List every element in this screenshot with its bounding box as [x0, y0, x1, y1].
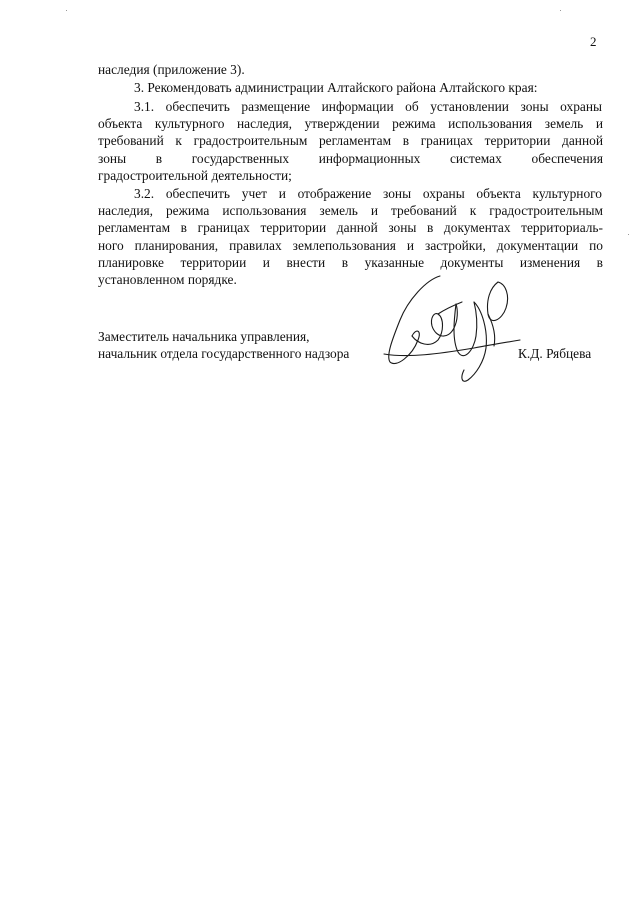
paragraph-line: наследия (приложение 3).: [98, 62, 245, 77]
paragraph-line: установленном порядке.: [98, 272, 237, 287]
handwritten-signature: [378, 270, 528, 390]
signatory-name: К.Д. Рябцева: [518, 346, 592, 361]
scan-speck: [628, 234, 629, 235]
paragraph-line: 3.1. обеспечить размещение информации об установлении зоны охраны: [134, 99, 602, 114]
paragraph-line: 3.2. обеспечить учет и отображение зоны охраны объекта культурного: [134, 186, 602, 201]
paragraph-line: градостроительной деятельности;: [98, 168, 292, 183]
scan-speck: [66, 10, 67, 11]
page-number: 2: [590, 34, 597, 49]
paragraph-line: планировке территории и внести в указанные документы изменения в: [98, 255, 603, 270]
paragraph-line: зоны в государственных информационных системах обеспечения: [98, 151, 603, 166]
paragraph-line: наследия, режима использования земель и требований к градостроительным: [98, 203, 603, 218]
paragraph-line: 3. Рекомендовать администрации Алтайского района Алтайского края:: [134, 80, 538, 95]
paragraph-line: ного планирования, правилах землепользования и застройки, документации по: [98, 238, 603, 253]
paragraph-line: объекта культурного наследия, утверждении режима использования земель и: [98, 116, 603, 131]
scan-speck: [560, 10, 561, 11]
paragraph-line: регламентам в границах территории данной зоны в документах территориаль-: [98, 220, 603, 235]
paragraph-line: требований к градостроительным регламентам в границах территории данной: [98, 133, 603, 148]
signatory-title: начальник отдела государственного надзора: [98, 346, 350, 361]
signatory-title: Заместитель начальника управления,: [98, 329, 310, 344]
